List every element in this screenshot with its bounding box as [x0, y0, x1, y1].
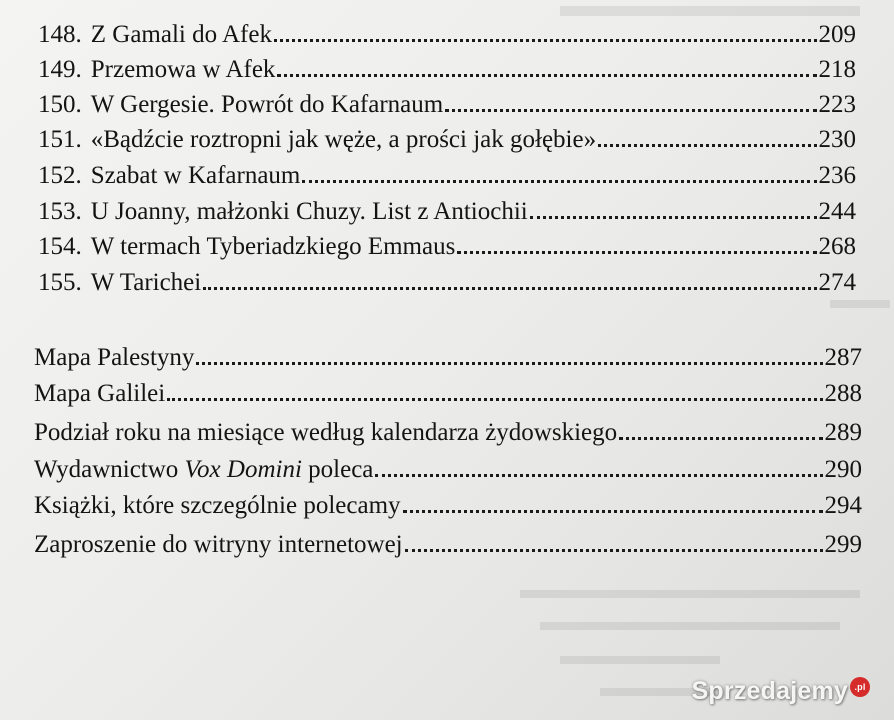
toc-entry-title: Zaproszenie do witryny internetowej: [34, 531, 403, 558]
toc-entry-page: 244: [818, 198, 856, 225]
toc-entry-number: 154.: [38, 233, 82, 260]
toc-entry-148[interactable]: [38, 20, 856, 50]
toc-entry-155[interactable]: [38, 268, 856, 298]
toc-entry-149[interactable]: [38, 55, 856, 85]
toc-entry-podzial-roku[interactable]: [34, 418, 862, 448]
dot-leader: [457, 251, 816, 254]
toc-entry-number: 151.: [38, 126, 82, 153]
toc-entry-zaproszenie[interactable]: [34, 530, 862, 560]
dot-leader: [277, 74, 816, 77]
toc-entry-150[interactable]: [38, 90, 856, 120]
toc-entry-page: 290: [824, 456, 862, 483]
toc-entry-title: W termach Tyberiadzkiego Emmaus: [90, 233, 456, 260]
toc-entry-page: 268: [818, 233, 856, 260]
toc-entry-page: 218: [818, 56, 856, 83]
toc-entry-page: 294: [824, 492, 862, 519]
dot-leader: [203, 287, 816, 290]
toc-entry-title: Szabat w Kafarnaum: [90, 162, 301, 189]
toc-entry-number: 148.: [38, 21, 82, 48]
toc-entry-154[interactable]: [38, 232, 856, 262]
dot-leader: [167, 398, 822, 401]
toc-entry-title: Mapa Galilei: [34, 380, 166, 407]
dot-leader: [619, 437, 822, 440]
toc-entry-page: 289: [824, 419, 862, 446]
toc-entry-title: Przemowa w Afek: [90, 56, 276, 83]
title-prefix: Wydawnictwo: [34, 456, 185, 483]
toc-entry-title: W Gergesie. Powrót do Kafarnaum: [90, 91, 444, 118]
toc-entry-number: 155.: [38, 269, 82, 296]
toc-entry-number: 149.: [38, 56, 82, 83]
toc-entry-title: Podział roku na miesiące według kalendarza żydowskiego: [34, 419, 618, 446]
toc-entry-page: 230: [818, 126, 856, 153]
toc-entry-title: «Bądźcie roztropni jak węże, a prości jak gołębie»: [90, 126, 597, 153]
toc-entry-page: 236: [818, 162, 856, 189]
title-suffix: poleca: [301, 456, 374, 483]
toc-entry-mapa-galilei[interactable]: [34, 379, 862, 409]
watermark-text: Sprzedajemy: [691, 677, 848, 705]
toc-entry-page: 223: [818, 91, 856, 118]
toc-entry-number: 150.: [38, 91, 82, 118]
toc-entry-title: W Tarichei: [90, 269, 202, 296]
dot-leader: [445, 109, 816, 112]
watermark-badge-text: .pl: [854, 681, 866, 692]
toc-entry-title: Mapa Palestyny: [34, 344, 195, 371]
dot-leader: [375, 474, 822, 477]
toc-entry-page: 209: [818, 21, 856, 48]
toc-entry-title: U Joanny, małżonki Chuzy. List z Antiochii: [90, 198, 528, 225]
toc-entry-ksiazki[interactable]: [34, 491, 862, 521]
dot-leader: [598, 144, 816, 147]
watermark-logo: [692, 677, 870, 706]
toc-entry-title: [34, 455, 373, 485]
toc-entry-number: 152.: [38, 162, 82, 189]
watermark-badge: [850, 677, 870, 697]
toc-entry-title: Z Gamali do Afek: [90, 21, 272, 48]
toc-entry-title: Książki, które szczególnie polecamy: [34, 492, 401, 519]
toc-entry-page: 299: [824, 531, 862, 558]
toc-entry-152[interactable]: [38, 161, 856, 191]
toc-entry-mapa-palestyny[interactable]: [34, 343, 862, 373]
toc-entry-number: 153.: [38, 198, 82, 225]
dot-leader: [403, 510, 823, 513]
toc-entry-wydawnictwo[interactable]: [34, 455, 862, 485]
toc-entry-151[interactable]: [38, 125, 856, 155]
dot-leader: [302, 180, 816, 183]
dot-leader: [196, 362, 822, 365]
dot-leader: [405, 549, 823, 552]
toc-entry-page: 288: [824, 380, 862, 407]
dot-leader: [274, 39, 817, 42]
dot-leader: [530, 216, 817, 219]
toc-entry-page: 274: [818, 269, 856, 296]
toc-entry-page: 287: [824, 344, 862, 371]
toc-entry-153[interactable]: [38, 197, 856, 227]
title-italic: Vox Domini: [184, 456, 302, 483]
